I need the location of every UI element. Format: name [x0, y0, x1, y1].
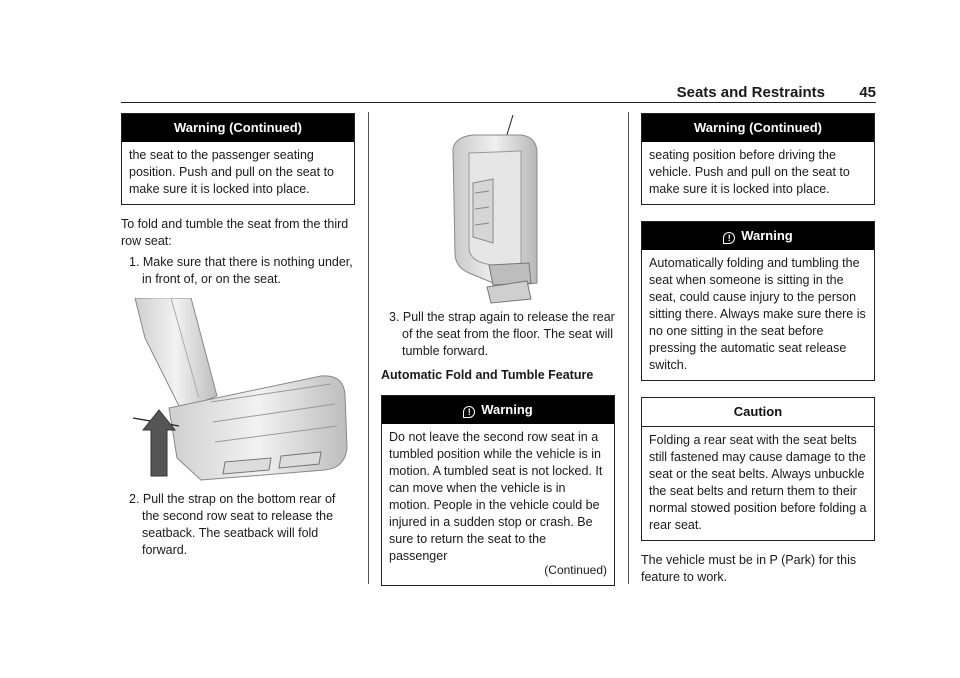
continued-label: (Continued)	[544, 563, 607, 577]
page-number: 45	[859, 84, 876, 101]
seat-tumble-illustration	[381, 113, 615, 305]
step-3: 3. Pull the strap again to release the rear of the seat from the floor. The seat will tumble forward.	[389, 310, 615, 358]
warning-heading	[382, 396, 614, 424]
subheading-auto-fold: Automatic Fold and Tumble Feature	[381, 368, 594, 382]
column-1	[121, 113, 355, 559]
warning-text: Do not leave the second row seat in a tumbled position while the vehicle is in motion. A tumbled seat is not locked. It can move when the vehicle is in motion. People in the vehicle could be injured in a sudden stop or crash. Be sure to return the seat to the passenger	[389, 430, 603, 563]
warning-continued-box	[121, 113, 355, 205]
warning-box-second-row	[381, 395, 615, 586]
header-rule	[121, 102, 876, 103]
warning-icon: !	[463, 406, 475, 418]
column-2	[381, 113, 615, 586]
warning-box-auto-fold	[641, 221, 875, 381]
column-3	[641, 113, 875, 586]
seat-fold-illustration	[121, 298, 355, 483]
warning-continued-box-2	[641, 113, 875, 205]
warning-heading-label-2: Warning	[741, 228, 793, 243]
page-header-section: Seats and Restraints	[676, 84, 825, 101]
caution-text: Folding a rear seat with the seat belts still fastened may cause damage to the seat or the seat belts. Always unbuckle the seat belts and return them to their normal stowed position before folding a rear seat.	[649, 433, 867, 532]
step-1: 1. Make sure that there is nothing under, in front of, or on the seat.	[129, 255, 353, 286]
caution-heading: Caution	[642, 398, 874, 427]
column-divider-1	[368, 112, 369, 584]
warning-icon: !	[723, 232, 735, 244]
caution-box	[641, 397, 875, 541]
warning-continued-text: the seat to the passenger seating position. Push and pull on the seat to make sure it is locked into place.	[129, 148, 335, 196]
warning-heading-2	[642, 222, 874, 250]
warning-continued-heading: Warning (Continued)	[122, 114, 354, 142]
warning-continued-heading-2: Warning (Continued)	[642, 114, 874, 142]
park-note: The vehicle must be in P (Park) for this feature to work.	[641, 553, 857, 584]
step-2: 2. Pull the strap on the bottom rear of the second row seat to release the seatback. The seatback will fold forward.	[129, 492, 336, 557]
warning-continued-text-2: seating position before driving the vehicle. Push and pull on the seat to make sure it is locked into place.	[649, 148, 850, 196]
warning-text-2: Automatically folding and tumbling the seat when someone is sitting in the seat, could cause injury to the person sitting there. Always make sure there is no one sitting in the seat before pressing the automatic seat release switch.	[649, 256, 866, 372]
warning-heading-label: Warning	[481, 402, 533, 417]
column-divider-2	[628, 112, 629, 584]
intro-text: To fold and tumble the seat from the third row seat:	[121, 217, 349, 248]
